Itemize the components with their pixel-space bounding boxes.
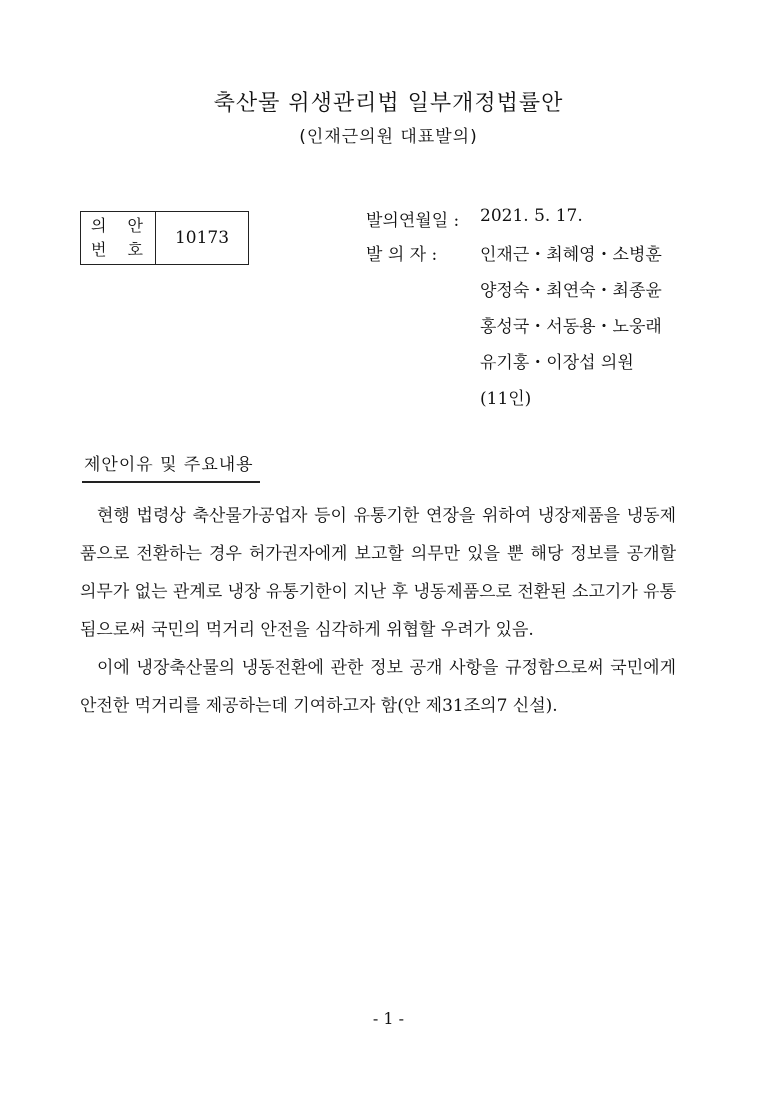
page-number: - 1 - <box>372 1009 405 1028</box>
proposer-line: 유기홍・이장섭 의원 <box>480 353 634 373</box>
proposer-count: (11인) <box>480 389 532 409</box>
section-heading: 제안이유 및 주요내용 <box>82 450 260 483</box>
bill-number-table <box>80 211 249 265</box>
bill-number-value: 10173 <box>156 212 249 265</box>
proposal-date-value: 2021. 5. 17. <box>480 206 583 226</box>
proposer-line: 인재근・최혜영・소병훈 <box>480 245 662 265</box>
bill-number-label <box>81 212 156 265</box>
document-subtitle: (인재근의원 대표발의) <box>299 127 478 147</box>
section-body <box>80 497 676 725</box>
proposer-label: 발 의 자 : <box>366 245 438 265</box>
proposer-line: 양정숙・최연숙・최종윤 <box>480 281 662 301</box>
document-title: 축산물 위생관리법 일부개정법률안 <box>213 91 564 116</box>
bill-number-label-line2: 번 호 <box>91 240 151 259</box>
proposal-date-label: 발의연월일 : <box>366 211 460 231</box>
bill-number-label-line1: 의 안 <box>91 216 151 235</box>
body-paragraph: 이에 냉장축산물의 냉동전환에 관한 정보 공개 사항을 규정함으로써 국민에게 안전한 먹거리를 제공하는데 기여하고자 함(안 제31조의7 신설). <box>80 658 676 716</box>
proposer-list <box>480 240 720 420</box>
body-paragraph: 현행 법령상 축산물가공업자 등이 유통기한 연장을 위하여 냉장제품을 냉동제품으로 전환하는 경우 허가권자에게 보고할 의무만 있을 뿐 해당 정보를 공개할 의무가 없는 관계로 냉장 유통기한이 지난 후 냉동제품으로 전환된 소고기가 유통됨으로써 국민의 먹거리 안전을 심각하게 위협할 우려가 있음. <box>80 506 676 640</box>
proposer-line: 홍성국・서동용・노웅래 <box>480 317 662 337</box>
